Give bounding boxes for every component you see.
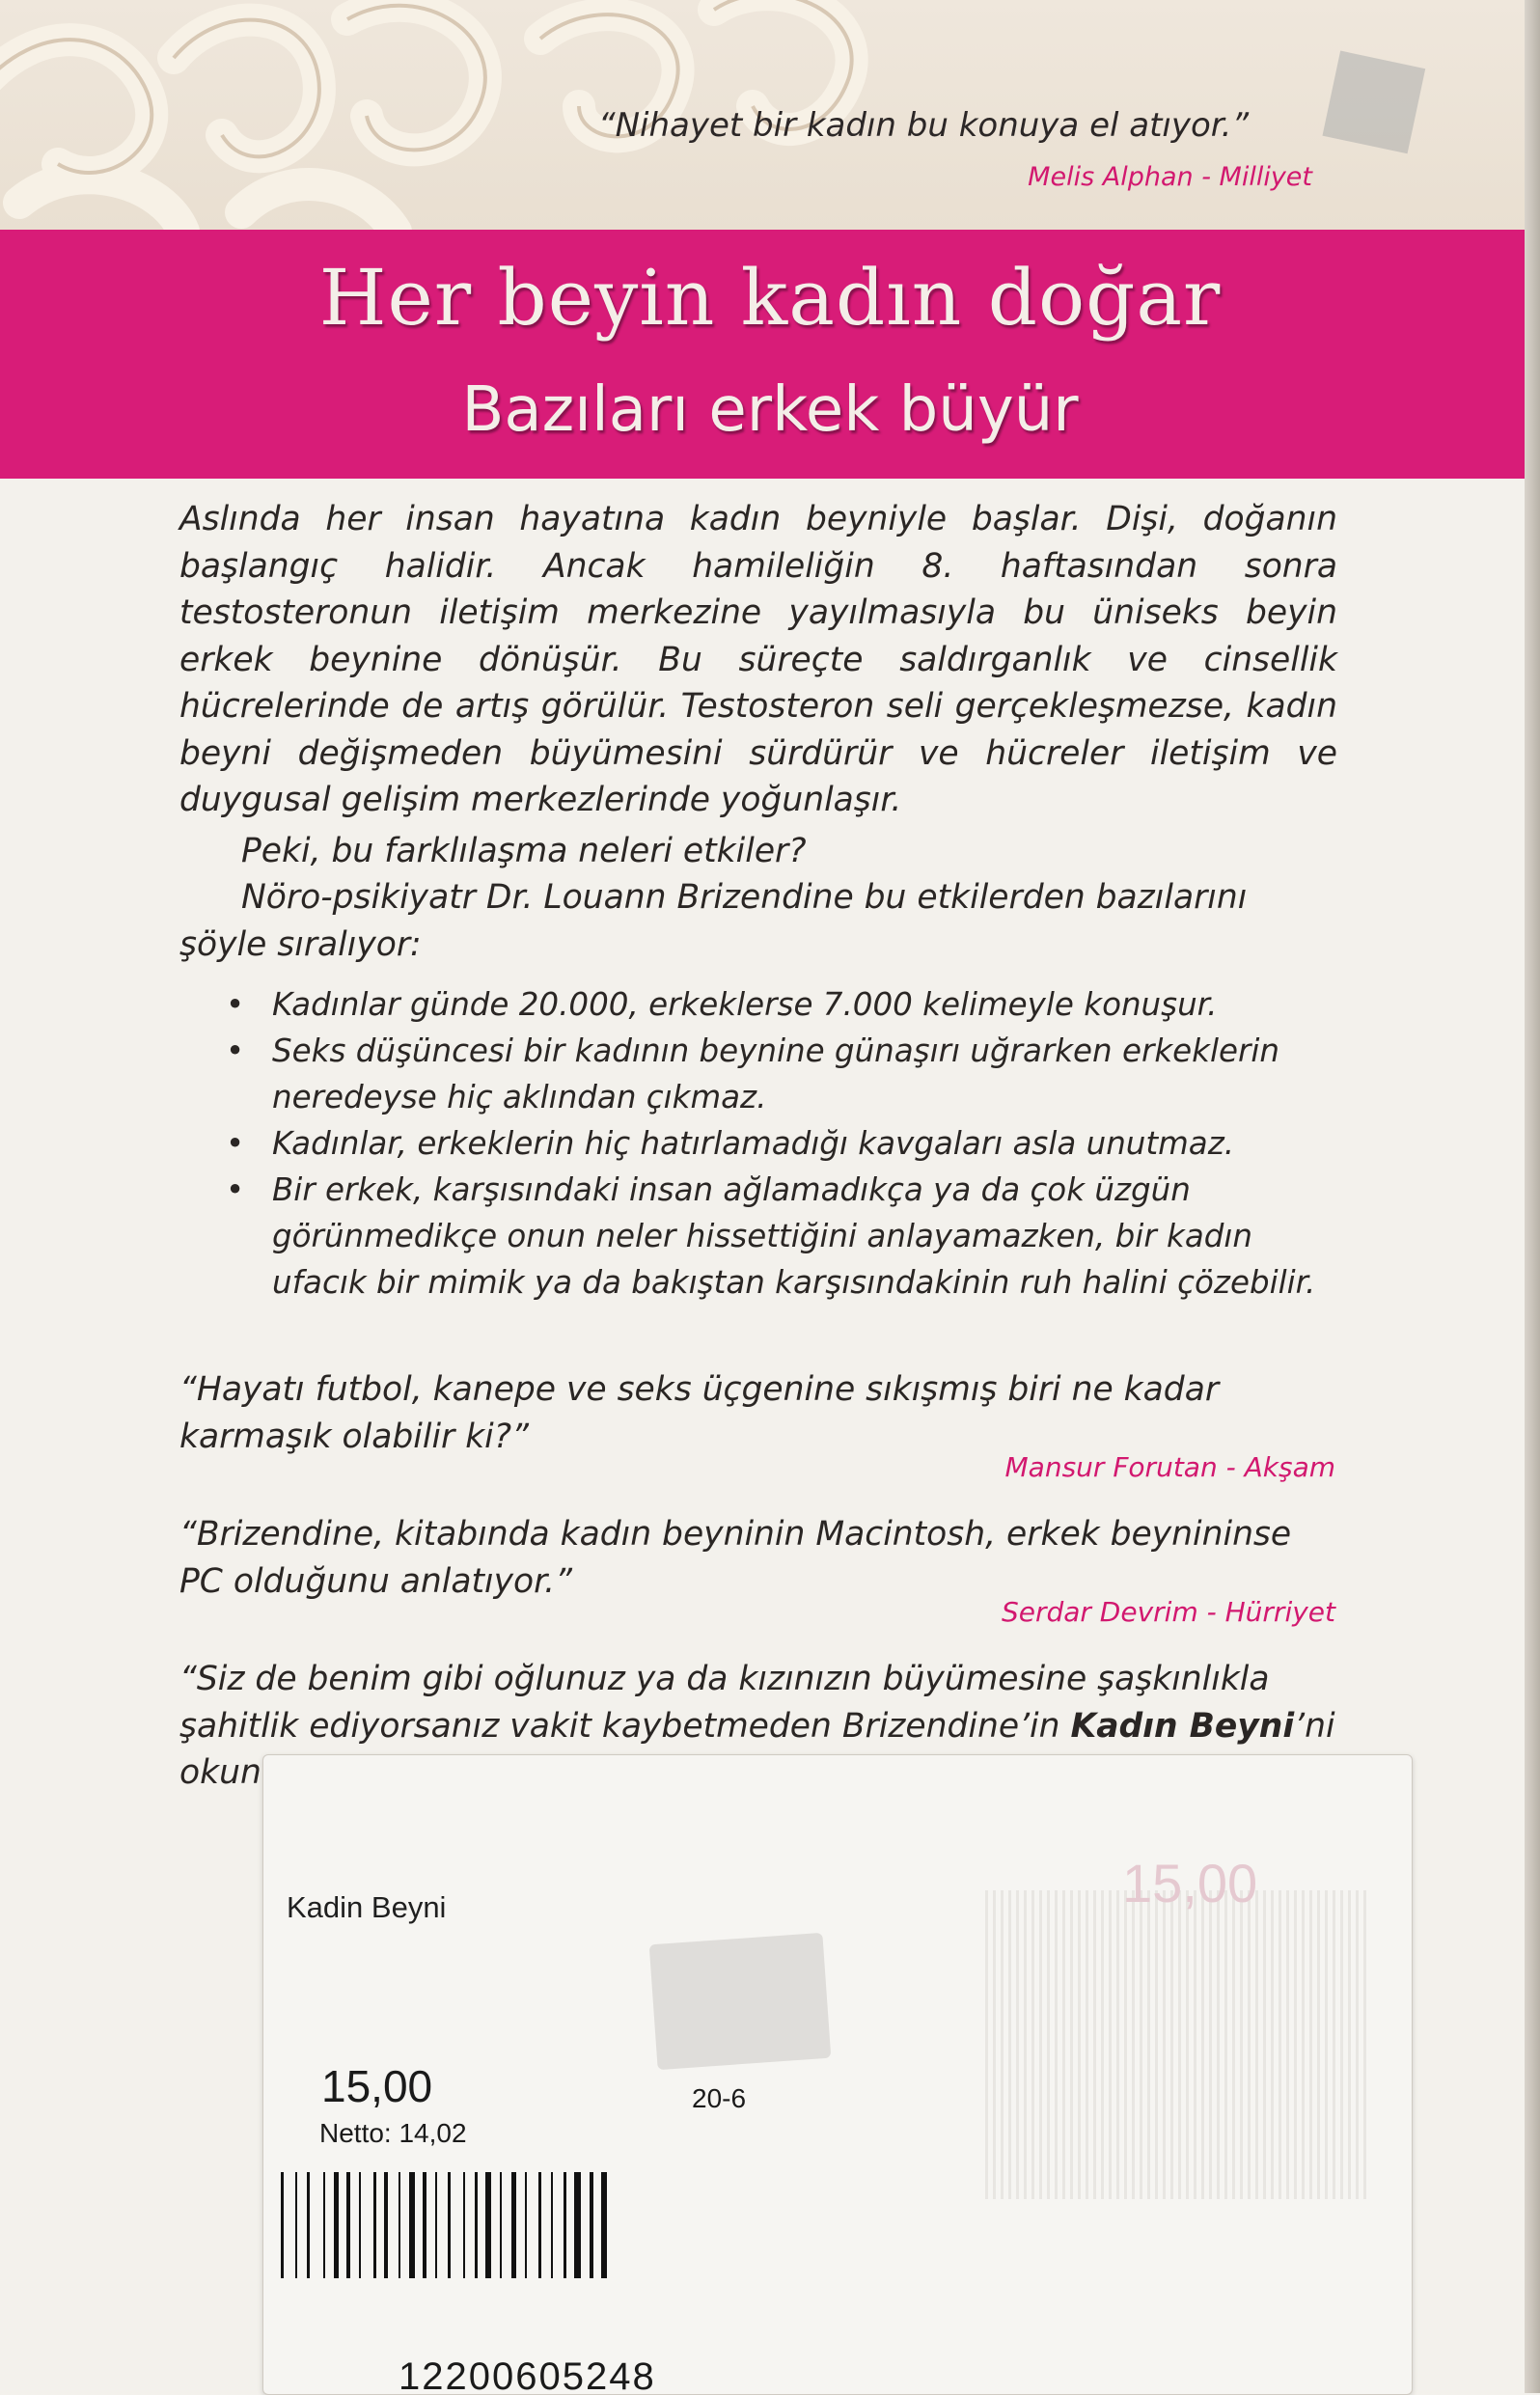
barcode-bar	[463, 2172, 465, 2278]
barcode-bar	[334, 2172, 339, 2278]
barcode-bar	[525, 2172, 527, 2278]
bullet-icon: •	[226, 1125, 245, 1162]
barcode-bar	[409, 2172, 415, 2278]
underlying-price: 15,00	[1122, 1853, 1258, 1913]
price-sticker	[262, 1754, 1413, 2395]
barcode-bar	[399, 2172, 400, 2278]
underlying-barcode	[985, 1890, 1371, 2199]
barcode-bar	[384, 2172, 388, 2278]
review-quote-1: “Hayatı futbol, kanepe ve seks üçgenine sıkışmış biri ne kadar karmaşık olabilir ki?”	[179, 1370, 1220, 1456]
barcode-bar	[448, 2172, 451, 2278]
barcode-bar	[307, 2172, 310, 2278]
barcode-bar	[511, 2172, 516, 2278]
bullet-icon: •	[226, 1171, 245, 1208]
headline-line1: Her beyin kadın doğar	[318, 253, 1222, 343]
barcode-bar	[475, 2172, 478, 2278]
blurb-lead: Nöro-psikiyatr Dr. Louann Brizendine bu etkilerden bazılarını şöyle sıralıyor:	[179, 878, 1248, 964]
barcode-bar	[564, 2172, 566, 2278]
effects-list	[179, 981, 1337, 1306]
list-item	[179, 1167, 1337, 1306]
blurb-intro: Aslında her insan hayatına kadın beyniyle başlar. Dişi, doğanın başlangıç halidir. Ancak hamileliğin 8. haftasından sonra testosteronun iletişim merkezine yayılmasıyla bu üniseks beyin erkek beynine dönüşür. Bu süreçte saldırganlık ve cinsellik hücrelerinde de artış görülür. Testosteron seli gerçekleşmezse, kadın beyni değişmeden büyümesini sürdürür ve hücreler iletişim ve duygusal gelişim merkezlerinde yoğunlaşır.	[179, 500, 1337, 819]
review-quote-3-text: “Siz de benim gibi oğlunuz ya da kızınızın büyümesine şaşkınlıkla şahitlik ediyorsanız vakit kaybetmeden Brizendine’in	[179, 1660, 1270, 1746]
list-item	[179, 981, 1337, 1028]
barcode-bar	[346, 2172, 350, 2278]
top-quote-attribution: Melis Alphan - Milliyet	[1028, 162, 1312, 192]
barcode-bar	[551, 2172, 553, 2278]
barcode-bar	[359, 2172, 361, 2278]
barcode-bar	[500, 2172, 502, 2278]
barcode-bar	[485, 2172, 491, 2278]
barcode-bar	[538, 2172, 541, 2278]
headline-line2: Bazıları erkek büyür	[461, 374, 1079, 446]
blurb-body	[179, 496, 1337, 1306]
bullet-icon: •	[226, 1032, 245, 1069]
list-item	[179, 1120, 1337, 1167]
book-title-bold: Kadın Beyni	[1070, 1706, 1295, 1746]
sticker-price: 15,00	[321, 2061, 433, 2111]
sticker-title: Kadin Beyni	[287, 1890, 447, 1924]
bullet-icon: •	[226, 986, 245, 1023]
review-quote-2: “Brizendine, kitabında kadın beyninin Macintosh, erkek beynininse PC olduğunu anlatıyor.”	[179, 1515, 1292, 1601]
review-attribution-2: Serdar Devrim - Hürriyet	[1001, 1596, 1335, 1628]
blurb-question: Peki, bu farklılaşma neleri etkiler?	[241, 831, 807, 870]
sticker-smudge	[649, 1933, 832, 2070]
list-item	[179, 1028, 1337, 1120]
barcode-bar	[281, 2172, 284, 2278]
sticker-netto: Netto: 14,02	[319, 2118, 467, 2148]
barcode-bar	[435, 2172, 437, 2278]
barcode	[273, 2172, 813, 2288]
barcode-bar	[590, 2172, 593, 2278]
sticker-code: 20-6	[692, 2083, 747, 2113]
review-quote-3-tail: ’ni okun	[179, 1706, 1335, 1792]
review-attribution-1: Mansur Forutan - Akşam	[1004, 1451, 1335, 1483]
barcode-number: 12200605248	[399, 2355, 656, 2394]
barcode-bar	[323, 2172, 325, 2278]
barcode-bar	[423, 2172, 426, 2278]
book-edge	[1525, 0, 1540, 2393]
list-item-text: Kadınlar günde 20.000, erkeklerse 7.000 kelimeyle konuşur.	[272, 986, 1218, 1023]
barcode-bar	[373, 2172, 376, 2278]
top-quote: “Nihayet bir kadın bu konuya el atıyor.”	[598, 106, 1250, 145]
list-item-text: Seks düşüncesi bir kadının beynine günaşırı uğrarken erkeklerin neredeyse hiç aklından çıkmaz.	[272, 1032, 1279, 1115]
barcode-bar	[601, 2172, 607, 2278]
list-item-text: Bir erkek, karşısındaki insan ağlamadıkça ya da çok üzgün görünmedikçe onun neler hissettiğini anlayamazken, bir kadın ufacık bir mimik ya da bakıştan karşısındakinin ruh halini çözebilir.	[272, 1171, 1316, 1301]
barcode-bar	[574, 2172, 581, 2278]
barcode-bar	[295, 2172, 297, 2278]
list-item-text: Kadınlar, erkeklerin hiç hatırlamadığı kavgaları asla unutmaz.	[272, 1125, 1235, 1162]
